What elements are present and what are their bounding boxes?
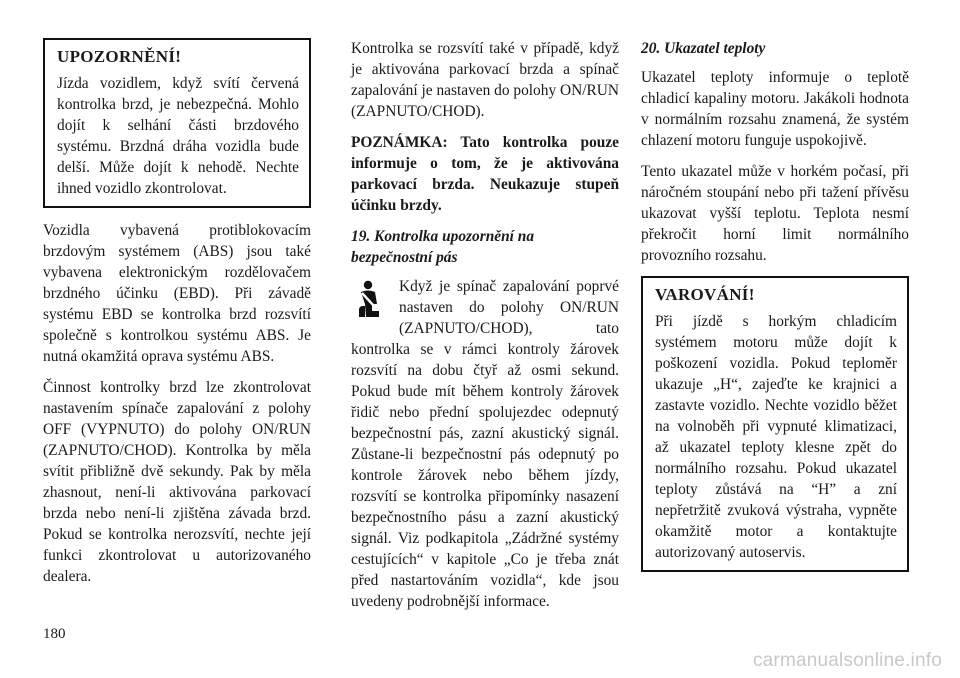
paragraph-parking-brake: Kontrolka se rozsvítí také v případě, když je aktivována parkovací brzda a spínač zapalování je nastaven do polohy ON/RUN (ZAPNUTO/CHOD). (351, 40, 619, 120)
warning-title: UPOZORNĚNÍ! (57, 47, 182, 66)
section-heading-19: 19. Kontrolka upozornění na bezpečnostní pás (351, 228, 535, 266)
section-heading-20: 20. Ukazatel teploty (641, 40, 766, 57)
page-number: 180 (43, 626, 66, 642)
warning-title: VAROVÁNÍ! (655, 285, 755, 304)
middle-column (351, 38, 619, 622)
note-paragraph: POZNÁMKA: Tato kontrolka pouze informuje o tom, že je aktivována parkovací brzda. Neukazuje stupeň účinku brzdy. (351, 134, 619, 214)
right-column (641, 38, 909, 584)
warning-box-temperature (641, 276, 909, 572)
left-column (43, 38, 311, 597)
paragraph-brake-check: Činnost kontrolky brzd lze zkontrolovat nastavením spínače zapalování z polohy OFF (VYPNUTO) do polohy ON/RUN (ZAPNUTO/CHOD). Kontrolka by měla svítit přibližně dvě sekundy. Pak by měla zhasnout, není-li aktivována parkovací brzda nebo není-li zjištěna závada brzd. Pokud se kontrolka nerozsvítí, nechte její funkci zkontrolovat u autorizovaného dealera. (43, 379, 311, 585)
paragraph-ebd: Vozidla vybavená protiblokovacím brzdovým systémem (ABS) jsou také vybavena elektronickým rozdělovačem brzdného účinku (EBD). Při závadě systému EBD se kontrolka brzd rozsvítí společně s kontrolkou systému ABS. Je nutná okamžitá oprava systému ABS. (43, 222, 311, 365)
paragraph-temperature-hot: Tento ukazatel může v horkém počasí, při náročném stoupání nebo při tažení přívěsu ukazovat vyšší teplotu. Teplota nesmí překročit horní limit normálního provozního rozsahu. (641, 163, 909, 264)
warning-box-brakes (43, 38, 311, 208)
paragraph-temperature-gauge: Ukazatel teploty informuje o teplotě chladicí kapaliny motoru. Jakákoli hodnota v normálním rozsahu znamená, že systém chlazení motoru funguje uspokojivě. (641, 69, 909, 149)
warning-text: Při jízdě s horkým chladicím systémem motoru může dojít k poškození vozidla. Pokud teploměr ukazuje „H“, zajeďte ke krajnici a zastavte vozidlo. Nechte vozidlo běžet na volnoběh při vypnuté klimatizaci, až ukazatel teploty klesne zpět do normálního rozsahu. Pokud ukazatel teploty zůstává na “H” a zní nepřetržitě zvuková výstraha, vypněte okamžitě motor a kontaktujte autorizovaný autoservis. (655, 313, 897, 561)
warning-text: Jízda vozidlem, když svítí červená kontrolka brzd, je nebezpečná. Mohlo dojít k selhání části brzdového systému. Brzdná dráha vozidla bude delší. Může dojít k nehodě. Nechte ihned vozidlo zkontrolovat. (57, 75, 299, 197)
seatbelt-section (351, 276, 619, 622)
watermark: carmanualsonline.info (752, 650, 942, 671)
seatbelt-warning-icon (351, 280, 385, 320)
paragraph-seatbelt: Když je spínač zapalování poprvé nastaven do polohy ON/RUN (ZAPNUTO/CHOD), tato kontrolka se v rámci kontroly žárovek rozsvítí na dobu čtyř až osmi sekund. Pokud bude mít během kontroly žárovek řidič nebo přední spolujezdec odepnutý bezpečnostní pás, zazní akustický signál. Zůstane-li bezpečnostní pás odepnutý po kontrole žárovek nebo během jízdy, rozsvítí se kontrolka připomínky nasazení bezpečnostního pásu a zazní akustický signál. Viz podkapitola „Zádržné systémy cestujících“ v kapitole „Co je třeba znát před nastartováním vozidla“, kde jsou uvedeny podrobnější informace. (351, 278, 619, 610)
